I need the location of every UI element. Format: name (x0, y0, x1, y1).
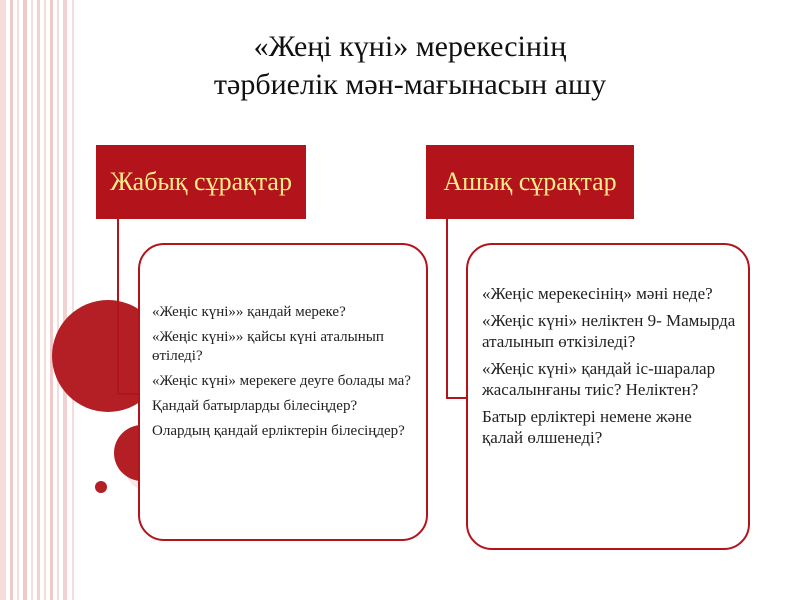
decor-stripe (10, 0, 13, 600)
decor-stripe (37, 0, 40, 600)
slide-title (150, 28, 670, 104)
open-questions-header (426, 145, 634, 219)
decor-stripe (0, 0, 6, 600)
closed-questions-header (96, 145, 306, 219)
open-question: «Жеңіс күні» қандай іс-шаралар жасалынғаны тиіс? Неліктен? (482, 359, 716, 399)
decor-stripe (72, 0, 74, 600)
decor-stripe (23, 0, 27, 600)
closed-questions-header-label: Жабық сұрақтар (110, 167, 292, 196)
slide-title-line1: «Жеңі күні» мерекесінің (253, 30, 567, 63)
decor-stripe (63, 0, 67, 600)
closed-questions-card (138, 243, 428, 541)
closed-question: «Жеңіс күні» мерекеге деуге болады ма? (152, 373, 411, 389)
decor-circle-small (95, 481, 107, 493)
decor-stripe (17, 0, 19, 600)
decor-stripe (57, 0, 59, 600)
open-questions-card (466, 243, 750, 550)
decor-stripe (31, 0, 33, 600)
slide-title-line2: тәрбиелік мән-мағынасын ашу (213, 68, 607, 101)
decor-stripe (44, 0, 46, 600)
decor-stripe (50, 0, 53, 600)
open-question: «Жеңіс күні» неліктен 9- Мамырда аталынып өткізіледі? (482, 311, 736, 351)
closed-question: «Жеңіс күні»» қандай мереке? (152, 304, 346, 320)
closed-question: Қандай батырларды білесіңдер? (152, 398, 358, 414)
closed-question: «Жеңіс күні»» қайсы күні аталынып өтіледі? (152, 329, 384, 364)
open-question: «Жеңіс мерекесінің» мәні неде? (482, 284, 713, 303)
open-questions-header-label: Ашық сұрақтар (443, 167, 617, 196)
closed-question: Олардың қандай ерліктерін білесіңдер? (152, 423, 405, 439)
open-question: Батыр ерліктері немене және қалай өлшенеді? (482, 407, 692, 447)
